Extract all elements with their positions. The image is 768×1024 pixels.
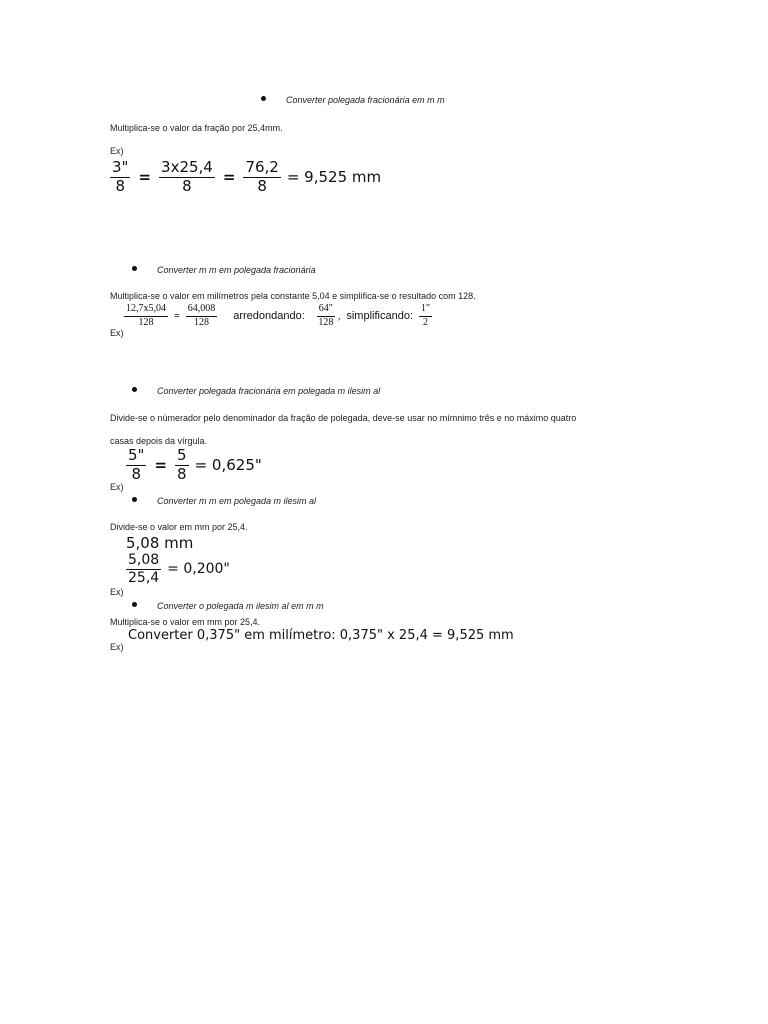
formula-result: = 0,625" (194, 456, 262, 475)
bullet-section-5: Converter o polegada m ilesim al em m m (132, 601, 324, 611)
explanation-section-1: Multiplica-se o valor da fração por 25,4mm. (110, 123, 283, 133)
ex-label-section-4: Ex) (110, 587, 124, 597)
ex-label-section-1: Ex) (110, 146, 124, 156)
formula-section-2: $\frac{12,7x5,04}{128}$ = $\frac{64,008}{128}$ arredondando: $\frac{64"}{128}$ , simplificando: $\frac{1"}{2}$ (126, 303, 431, 328)
bullet-section-4: Converter m m em polegada m ilesim al (132, 496, 316, 506)
bullet-section-1: Converter polegada fracionária em m m (261, 95, 445, 105)
formula-fraction: $\frac{5"}{8}$ (128, 446, 145, 483)
formula-fraction: $\frac{3x25,4}{8}$ (161, 158, 213, 195)
ex-label-section-2: Ex) (110, 328, 124, 338)
formula-fraction: $\frac{64"}{128}$ (318, 303, 334, 328)
formula-fraction: $\frac{76,2}{8}$ (245, 158, 279, 195)
explanation-section-4: Divide-se o valor em mm por 25,4. (110, 522, 248, 532)
bullet-dot-icon (261, 96, 266, 101)
formula-section-5: Converter 0,375" em milímetro: 0,375" x 25,4 = 9,525 mm (128, 628, 514, 643)
bullet-dot-icon (132, 266, 137, 271)
ex-label-section-5: Ex) (110, 642, 124, 652)
formula-fraction: $\frac{1"}{2}$ (421, 303, 431, 328)
formula-section-4 (126, 553, 230, 585)
formula-section-4-top: 5,08 mm (126, 534, 194, 552)
explanation-section-2: Multiplica-se o valor em milímetros pela constante 5,04 e simplifica-se o resultado com 128. (110, 291, 476, 301)
formula-fraction: $\frac{5}{8}$ (177, 446, 187, 483)
bullet-dot-icon (132, 497, 137, 502)
bullet-section-2: Converter m m em polegada fracionária (132, 265, 316, 275)
formula-section-1: $\frac{3"}{8}$ = $\frac{3x25,4}{8}$ = $\frac{76,2}{8}$ = 9,525 mm (112, 158, 382, 195)
explanation-section-3-line-2: casas depois da vírgula. (110, 436, 208, 446)
formula-fraction: $\frac{5,08}{25,4}$ (128, 552, 160, 586)
explanation-section-3-line-1: Divide-se o númerador pelo denominador da fração de polegada, deve-se usar no mímnimo três e no máximo quatro (110, 413, 577, 423)
formula-fraction: $\frac{64,008}{128}$ (187, 303, 216, 328)
bullet-dot-icon (132, 387, 137, 392)
formula-section-3: $\frac{5"}{8}$ = $\frac{5}{8}$ = 0,625" (128, 446, 262, 483)
formula-fraction: $\frac{12,7x5,04}{128}$ (126, 303, 166, 328)
formula-fraction: $\frac{3"}{8}$ (112, 158, 129, 195)
formula-result: = 9,525 mm (286, 168, 382, 187)
explanation-section-5: Multiplica-se o valor em mm por 25,4. (110, 617, 261, 627)
bullet-section-3: Converter polegada fracionária em polegada m ilesim al (132, 386, 380, 396)
ex-label-section-3: Ex) (110, 482, 124, 492)
bullet-dot-icon (132, 602, 137, 607)
formula-result: = 0,200" (167, 561, 230, 578)
